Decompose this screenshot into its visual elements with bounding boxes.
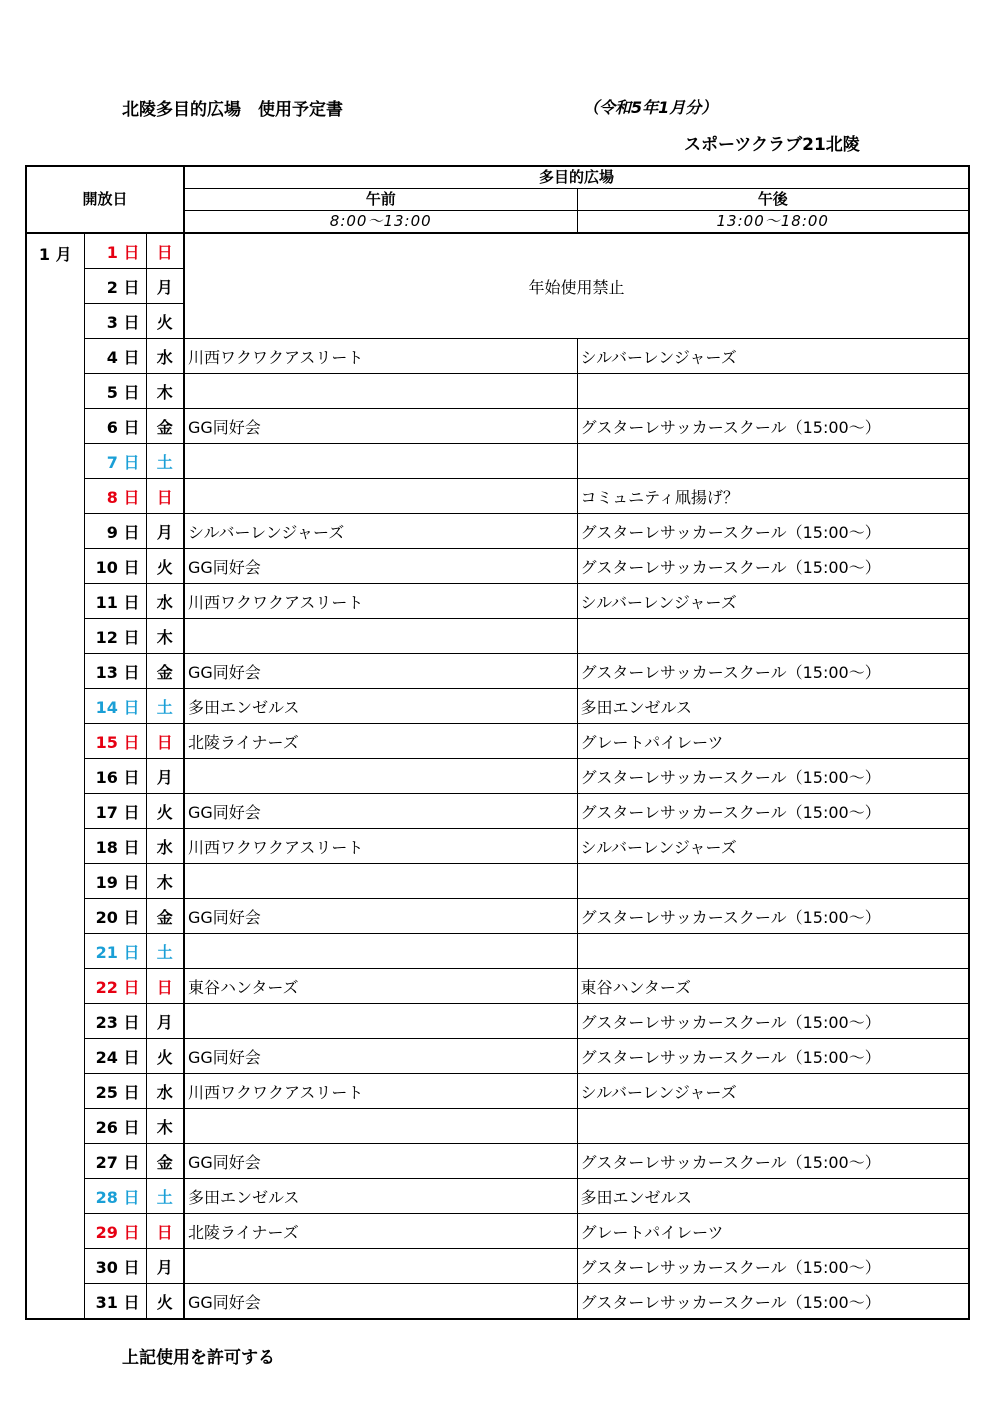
pm-booking [577, 619, 969, 654]
document-period: （令和5年1月分） [583, 98, 718, 117]
date-number: 9 [106, 522, 118, 542]
pm-booking [577, 1109, 969, 1144]
date-number: 29 [95, 1222, 118, 1242]
weekday-cell: 水 [146, 829, 184, 864]
am-booking [184, 444, 577, 479]
weekday-cell: 金 [146, 1144, 184, 1179]
weekday-cell: 火 [146, 1284, 184, 1320]
date-cell [84, 409, 146, 444]
day-suffix: 日 [123, 732, 140, 752]
table-row [26, 233, 969, 269]
day-suffix: 日 [123, 802, 140, 822]
am-booking: 東谷ハンターズ [184, 969, 577, 1004]
pm-booking [577, 934, 969, 969]
table-row [26, 339, 969, 374]
date-cell [84, 1179, 146, 1214]
facility-header: 多目的広場 [184, 166, 969, 189]
pm-booking: 東谷ハンターズ [577, 969, 969, 1004]
date-cell [84, 444, 146, 479]
day-suffix: 日 [123, 1292, 140, 1312]
pm-booking: グスターレサッカースクール（15:00～） [577, 1284, 969, 1320]
date-number: 17 [95, 802, 118, 822]
day-suffix: 日 [123, 662, 140, 682]
table-row [26, 619, 969, 654]
weekday-cell: 金 [146, 654, 184, 689]
day-suffix: 日 [123, 312, 140, 332]
pm-booking: グスターレサッカースクール（15:00～） [577, 549, 969, 584]
day-suffix: 日 [123, 1222, 140, 1242]
date-number: 8 [106, 487, 118, 507]
date-number: 10 [95, 557, 118, 577]
date-cell [84, 269, 146, 304]
date-number: 20 [95, 907, 118, 927]
date-cell [84, 969, 146, 1004]
day-suffix: 日 [123, 697, 140, 717]
date-number: 26 [95, 1117, 118, 1137]
pm-booking: コミュニティ凧揚げ？ [577, 479, 969, 514]
date-cell [84, 233, 146, 269]
date-cell [84, 759, 146, 794]
table-row [26, 899, 969, 934]
table-row [26, 1074, 969, 1109]
am-booking [184, 374, 577, 409]
weekday-cell: 水 [146, 584, 184, 619]
date-number: 6 [106, 417, 118, 437]
am-booking: GG同好会 [184, 549, 577, 584]
day-suffix: 日 [123, 1187, 140, 1207]
header-row-facility [26, 166, 969, 189]
day-suffix: 日 [123, 417, 140, 437]
date-cell [84, 619, 146, 654]
date-number: 4 [106, 347, 118, 367]
date-cell [84, 864, 146, 899]
day-suffix: 日 [123, 837, 140, 857]
weekday-cell: 月 [146, 269, 184, 304]
pm-booking: グレートパイレーツ [577, 1214, 969, 1249]
date-cell [84, 1249, 146, 1284]
pm-booking: 多田エンゼルス [577, 1179, 969, 1214]
am-booking [184, 1004, 577, 1039]
pm-booking [577, 374, 969, 409]
table-row [26, 1179, 969, 1214]
am-booking: GG同好会 [184, 794, 577, 829]
day-suffix: 日 [123, 277, 140, 297]
day-suffix: 日 [123, 627, 140, 647]
am-booking: 多田エンゼルス [184, 689, 577, 724]
table-row [26, 1109, 969, 1144]
date-number: 1 [106, 242, 118, 262]
table-row [26, 969, 969, 1004]
am-booking: GG同好会 [184, 1039, 577, 1074]
date-number: 7 [106, 452, 118, 472]
weekday-cell: 火 [146, 794, 184, 829]
weekday-cell: 木 [146, 619, 184, 654]
am-booking: GG同好会 [184, 899, 577, 934]
am-booking [184, 759, 577, 794]
table-row [26, 1004, 969, 1039]
pm-booking [577, 864, 969, 899]
table-row [26, 409, 969, 444]
date-number: 14 [95, 697, 118, 717]
weekday-cell: 土 [146, 689, 184, 724]
date-number: 15 [95, 732, 118, 752]
weekday-cell: 金 [146, 409, 184, 444]
table-row [26, 584, 969, 619]
date-cell [84, 1214, 146, 1249]
approval-note: 上記使用を許可する [122, 1348, 275, 1368]
am-booking: GG同好会 [184, 1144, 577, 1179]
day-suffix: 日 [123, 242, 140, 262]
weekday-cell: 日 [146, 969, 184, 1004]
closed-notice: 年始使用禁止 [184, 233, 969, 339]
date-cell [84, 934, 146, 969]
date-cell [84, 549, 146, 584]
pm-booking: グスターレサッカースクール（15:00～） [577, 794, 969, 829]
day-suffix: 日 [123, 1012, 140, 1032]
pm-booking [577, 444, 969, 479]
date-cell [84, 1284, 146, 1320]
date-cell [84, 304, 146, 339]
weekday-cell: 日 [146, 724, 184, 759]
table-row [26, 864, 969, 899]
am-booking: 川西ワクワクアスリート [184, 584, 577, 619]
pm-booking: グスターレサッカースクール（15:00～） [577, 514, 969, 549]
date-cell [84, 1004, 146, 1039]
pm-booking: グスターレサッカースクール（15:00～） [577, 1004, 969, 1039]
day-suffix: 日 [123, 1152, 140, 1172]
am-booking [184, 619, 577, 654]
day-suffix: 日 [123, 522, 140, 542]
pm-booking: シルバーレンジャーズ [577, 829, 969, 864]
weekday-cell: 土 [146, 934, 184, 969]
table-row [26, 1144, 969, 1179]
day-suffix: 日 [123, 872, 140, 892]
date-cell [84, 374, 146, 409]
pm-header: 午後 [577, 189, 969, 211]
date-cell [84, 1074, 146, 1109]
am-booking [184, 934, 577, 969]
pm-booking: 多田エンゼルス [577, 689, 969, 724]
weekday-cell: 木 [146, 374, 184, 409]
weekday-cell: 土 [146, 1179, 184, 1214]
day-suffix: 日 [123, 977, 140, 997]
pm-booking: グスターレサッカースクール（15:00～） [577, 654, 969, 689]
date-cell [84, 1109, 146, 1144]
date-cell [84, 584, 146, 619]
weekday-cell: 水 [146, 339, 184, 374]
pm-booking: グスターレサッカースクール（15:00～） [577, 409, 969, 444]
table-row [26, 794, 969, 829]
month-cell: 1 月 [26, 233, 84, 1319]
pm-booking: グスターレサッカースクール（15:00～） [577, 759, 969, 794]
am-booking: GG同好会 [184, 654, 577, 689]
weekday-cell: 月 [146, 759, 184, 794]
date-number: 13 [95, 662, 118, 682]
am-time-header: 8:00～13:00 [184, 211, 577, 234]
date-cell [84, 689, 146, 724]
date-cell [84, 514, 146, 549]
date-cell [84, 339, 146, 374]
weekday-cell: 月 [146, 1004, 184, 1039]
am-booking [184, 864, 577, 899]
day-suffix: 日 [123, 1257, 140, 1277]
table-row [26, 514, 969, 549]
am-booking [184, 479, 577, 514]
date-number: 21 [95, 942, 118, 962]
schedule-table [25, 165, 970, 1320]
day-suffix: 日 [123, 1082, 140, 1102]
day-suffix: 日 [123, 767, 140, 787]
table-row [26, 1039, 969, 1074]
date-cell [84, 724, 146, 759]
day-suffix: 日 [123, 487, 140, 507]
date-number: 30 [95, 1257, 118, 1277]
weekday-cell: 木 [146, 864, 184, 899]
am-booking [184, 1249, 577, 1284]
pm-booking: グスターレサッカースクール（15:00～） [577, 1144, 969, 1179]
pm-booking: シルバーレンジャーズ [577, 1074, 969, 1109]
am-booking: 川西ワクワクアスリート [184, 1074, 577, 1109]
date-number: 5 [106, 382, 118, 402]
date-number: 31 [95, 1292, 118, 1312]
weekday-cell: 水 [146, 1074, 184, 1109]
date-number: 28 [95, 1187, 118, 1207]
day-suffix: 日 [123, 1117, 140, 1137]
date-number: 19 [95, 872, 118, 892]
table-row [26, 654, 969, 689]
am-header: 午前 [184, 189, 577, 211]
date-number: 3 [106, 312, 118, 332]
date-cell [84, 829, 146, 864]
weekday-cell: 火 [146, 549, 184, 584]
date-cell [84, 899, 146, 934]
table-row [26, 934, 969, 969]
date-cell [84, 1039, 146, 1074]
table-row [26, 689, 969, 724]
table-row [26, 549, 969, 584]
date-cell [84, 479, 146, 514]
weekday-cell: 火 [146, 304, 184, 339]
weekday-cell: 金 [146, 899, 184, 934]
weekday-cell: 日 [146, 233, 184, 269]
date-number: 18 [95, 837, 118, 857]
weekday-cell: 月 [146, 1249, 184, 1284]
pm-booking: シルバーレンジャーズ [577, 339, 969, 374]
date-number: 12 [95, 627, 118, 647]
table-row [26, 444, 969, 479]
day-suffix: 日 [123, 452, 140, 472]
opening-day-header: 開放日 [26, 166, 184, 233]
pm-booking: グスターレサッカースクール（15:00～） [577, 899, 969, 934]
weekday-cell: 日 [146, 479, 184, 514]
table-row [26, 829, 969, 864]
table-row [26, 724, 969, 759]
day-suffix: 日 [123, 942, 140, 962]
date-cell [84, 1144, 146, 1179]
table-row [26, 479, 969, 514]
date-number: 11 [95, 592, 118, 612]
am-booking: 川西ワクワクアスリート [184, 829, 577, 864]
date-number: 24 [95, 1047, 118, 1067]
table-row [26, 1249, 969, 1284]
am-booking: GG同好会 [184, 1284, 577, 1320]
weekday-cell: 木 [146, 1109, 184, 1144]
date-number: 27 [95, 1152, 118, 1172]
am-booking: シルバーレンジャーズ [184, 514, 577, 549]
am-booking: 多田エンゼルス [184, 1179, 577, 1214]
day-suffix: 日 [123, 347, 140, 367]
am-booking: 北陵ライナーズ [184, 724, 577, 759]
date-number: 2 [106, 277, 118, 297]
weekday-cell: 土 [146, 444, 184, 479]
date-number: 25 [95, 1082, 118, 1102]
date-number: 16 [95, 767, 118, 787]
date-cell [84, 794, 146, 829]
day-suffix: 日 [123, 1047, 140, 1067]
am-booking: 北陵ライナーズ [184, 1214, 577, 1249]
table-row [26, 1284, 969, 1320]
pm-booking: シルバーレンジャーズ [577, 584, 969, 619]
date-number: 22 [95, 977, 118, 997]
weekday-cell: 月 [146, 514, 184, 549]
day-suffix: 日 [123, 592, 140, 612]
day-suffix: 日 [123, 557, 140, 577]
am-booking: 川西ワクワクアスリート [184, 339, 577, 374]
day-suffix: 日 [123, 907, 140, 927]
table-row [26, 374, 969, 409]
am-booking: GG同好会 [184, 409, 577, 444]
date-number: 23 [95, 1012, 118, 1032]
table-row [26, 759, 969, 794]
pm-booking: グスターレサッカースクール（15:00～） [577, 1249, 969, 1284]
organization-name: スポーツクラブ21北陵 [684, 135, 860, 155]
am-booking [184, 1109, 577, 1144]
pm-booking: グレートパイレーツ [577, 724, 969, 759]
weekday-cell: 火 [146, 1039, 184, 1074]
pm-booking: グスターレサッカースクール（15:00～） [577, 1039, 969, 1074]
date-cell [84, 654, 146, 689]
table-row [26, 1214, 969, 1249]
pm-time-header: 13:00～18:00 [577, 211, 969, 234]
document-title: 北陵多目的広場 使用予定書 [122, 100, 343, 120]
weekday-cell: 日 [146, 1214, 184, 1249]
day-suffix: 日 [123, 382, 140, 402]
